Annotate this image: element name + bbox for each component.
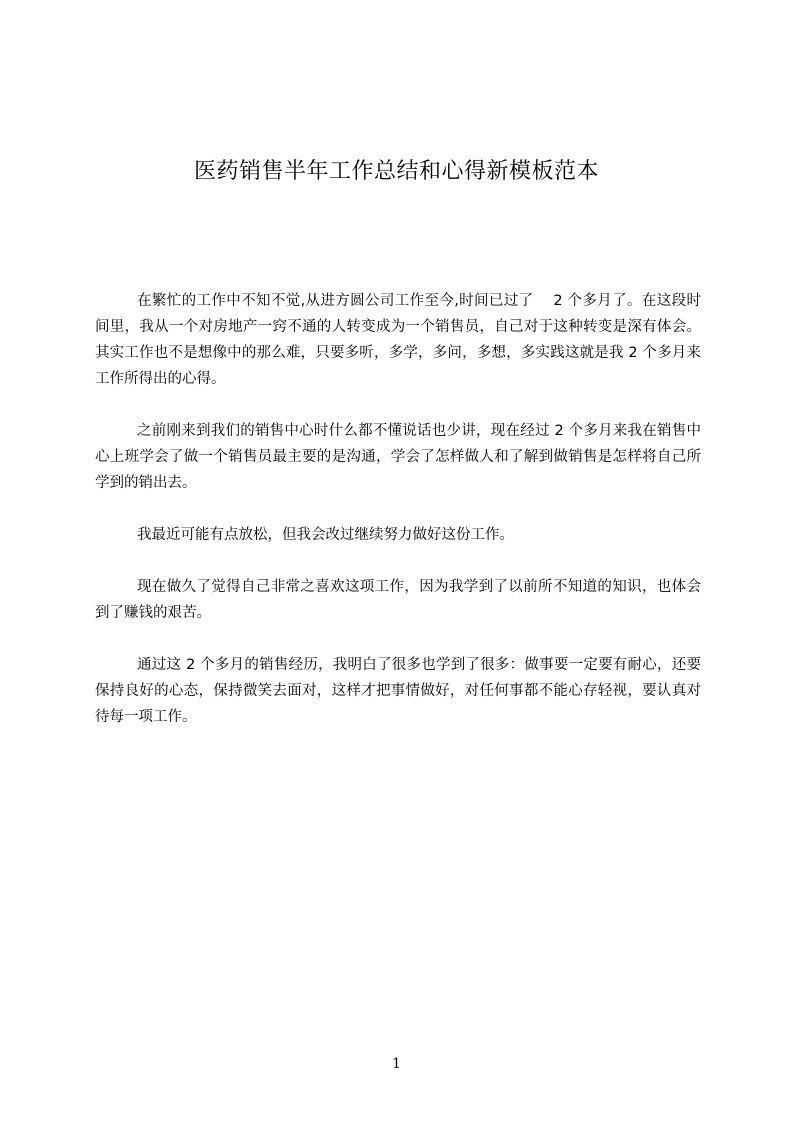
paragraph-2: 之前刚来到我们的销售中心时什么都不懂说话也少讲，现在经过 2 个多月来我在销售中心上班学会了做一个销售员最主要的是沟通，学会了怎样做人和了解到做销售是怎样将自己所学到的销出去。 xyxy=(95,423,701,491)
page-number: 1 xyxy=(392,1056,401,1072)
paragraph-5: 通过这 2 个多月的销售经历，我明白了很多也学到了很多：做事要一定要有耐心，还要保持良好的心态，保持微笑去面对，这样才把事情做好，对任何事都不能心存轻视，要认真对待每一项工作。 xyxy=(95,657,701,725)
paragraph-3: 我最近可能有点放松，但我会改过继续努力做好这份工作。 xyxy=(137,527,515,543)
document-title: 医药销售半年工作总结和心得新模板范本 xyxy=(193,158,599,184)
paragraph-1: 在繁忙的工作中不知不觉,从进方圆公司工作至今,时间已过了 2 个多月了。在这段时间里，我从一个对房地产一窍不通的人转变成为一个销售员，自己对于这种转变是深有体会。其实工作也不是想像中的那么难，只要多听，多学，多问，多想，多实践这就是我 2 个多月来工作所得出的心得。 xyxy=(95,293,701,387)
document-body xyxy=(95,288,701,756)
paragraph-4: 现在做久了觉得自己非常之喜欢这项工作，因为我学到了以前所不知道的知识，也体会到了赚钱的艰苦。 xyxy=(95,579,701,621)
